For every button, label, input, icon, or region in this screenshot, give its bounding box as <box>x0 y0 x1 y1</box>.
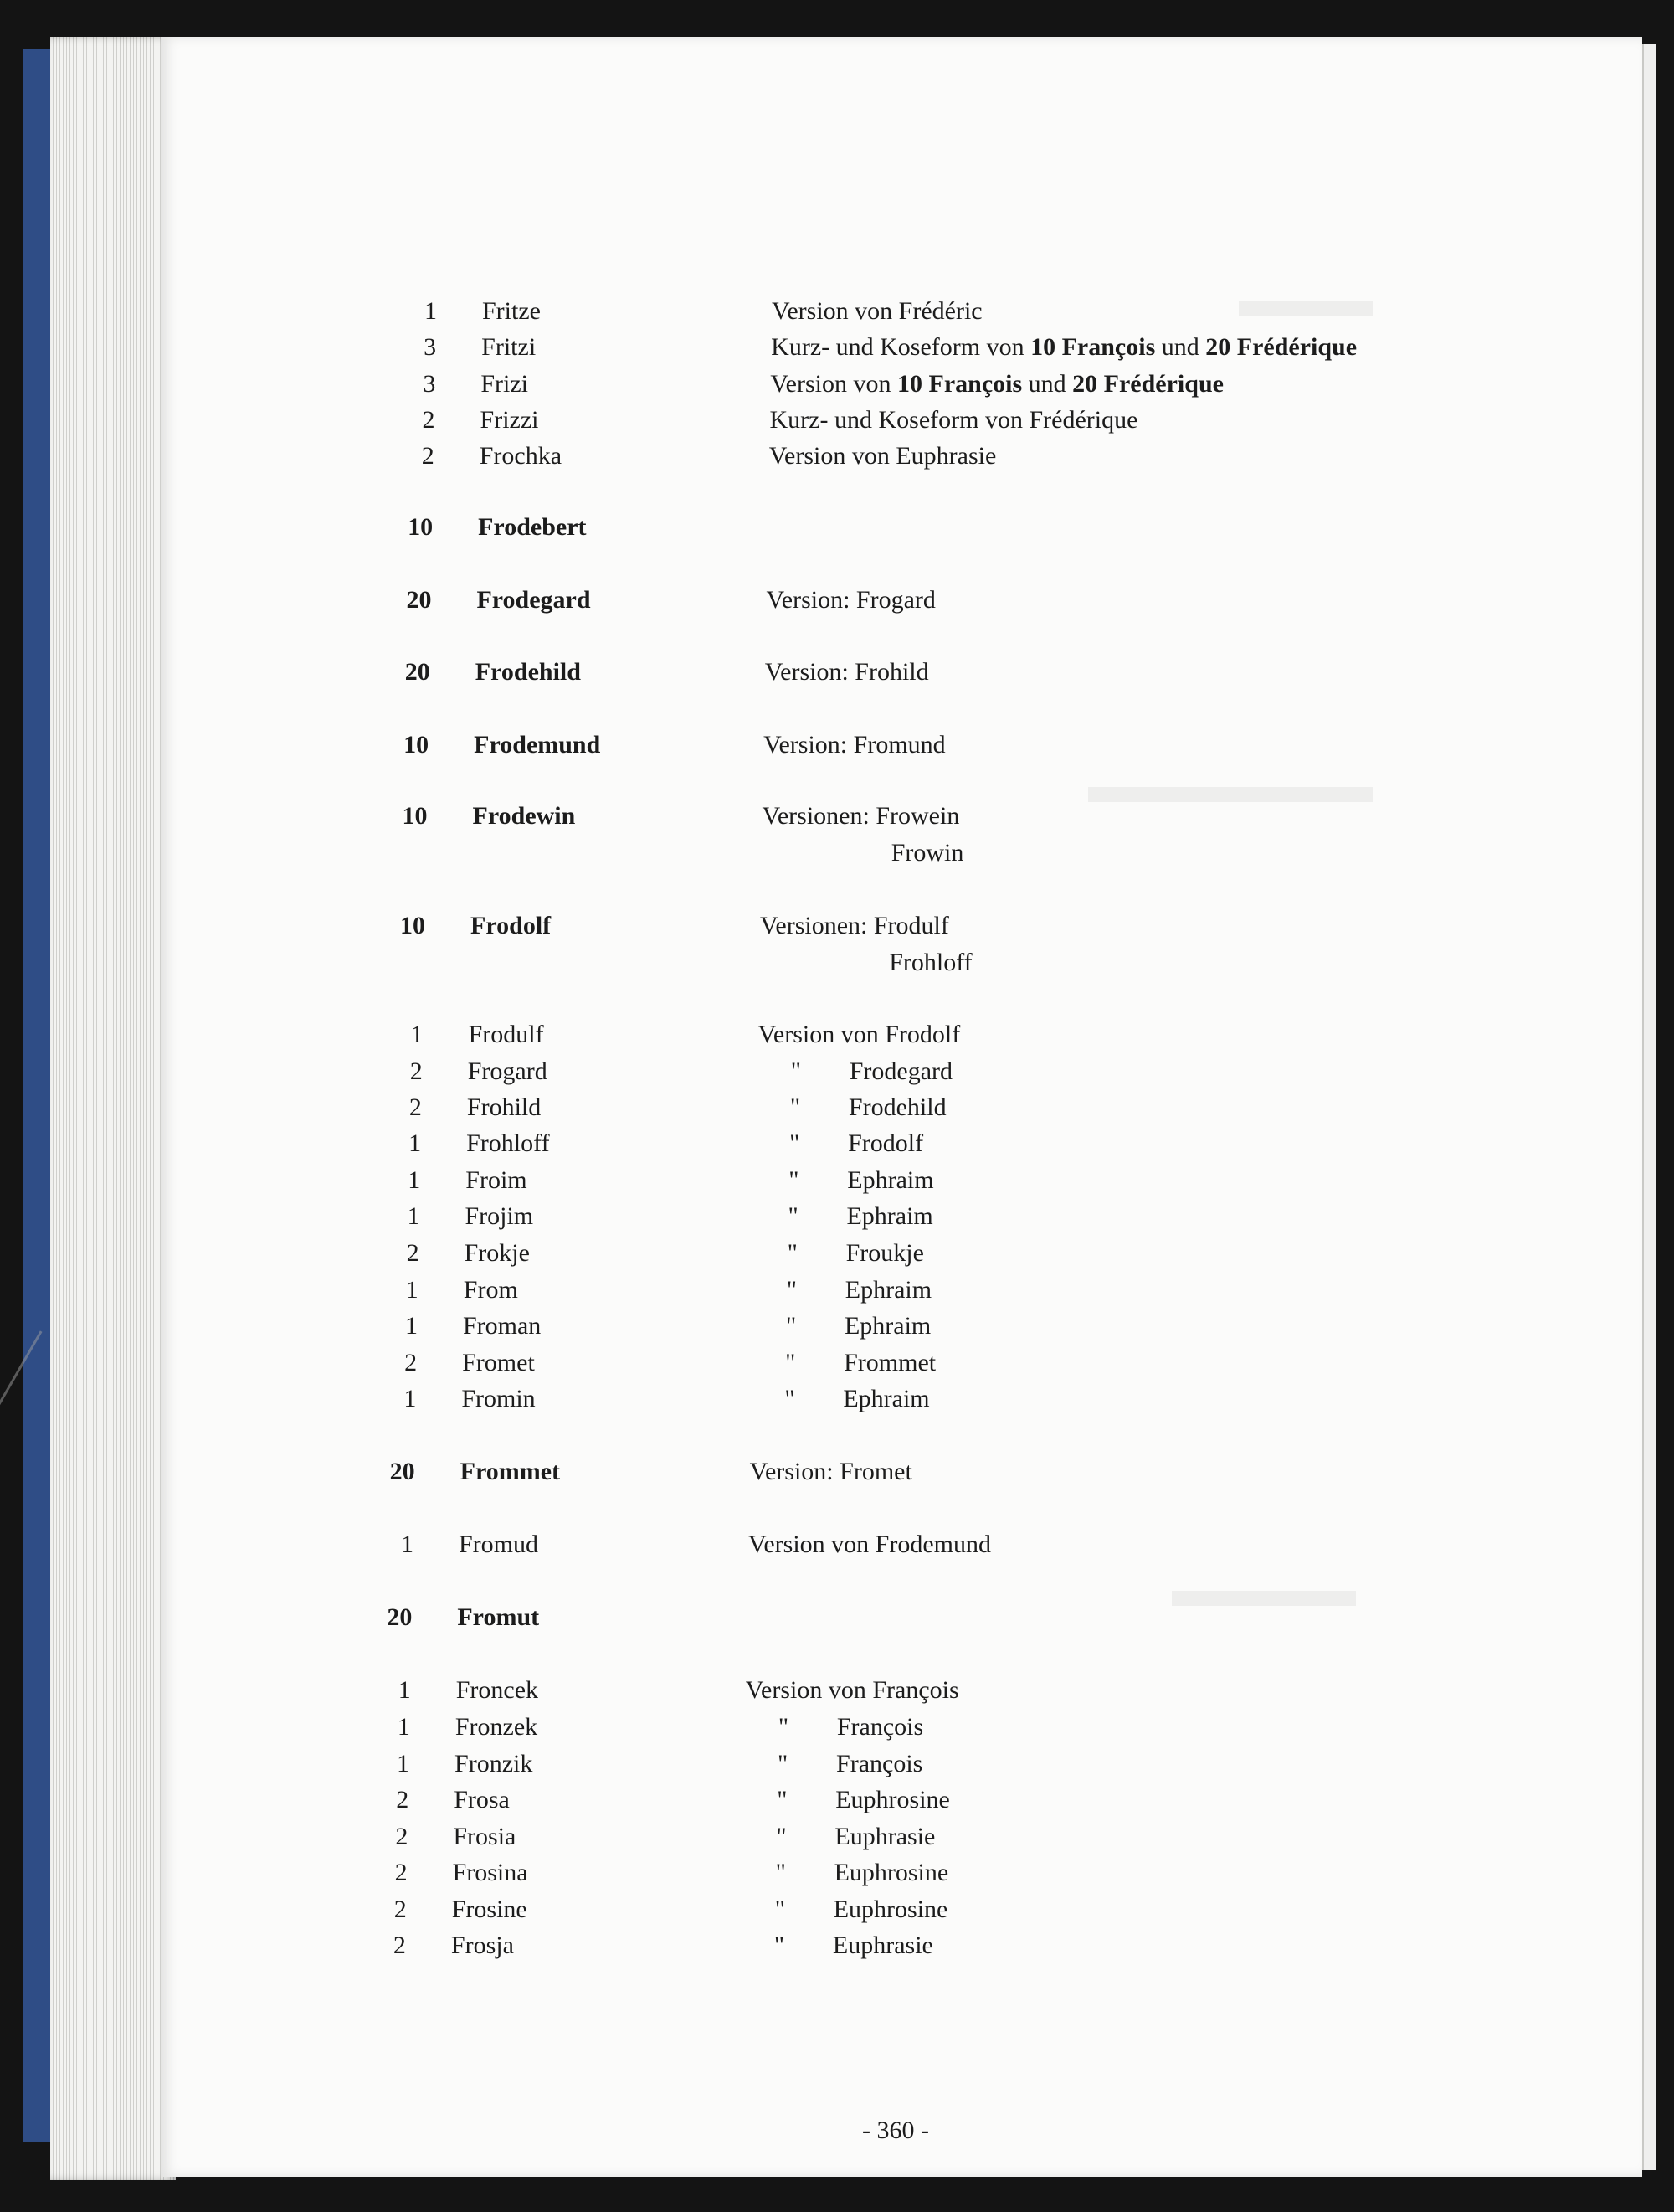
entry-description <box>753 1276 932 1304</box>
entry-number: 10 <box>403 731 429 759</box>
entry-number: 1 <box>408 1166 421 1194</box>
entry-row <box>0 1166 1590 1200</box>
entry-name: Frizi <box>480 370 529 398</box>
entry-description <box>746 1676 959 1705</box>
entry-name: Frokje <box>464 1239 530 1267</box>
entry-name: Fritze <box>482 297 541 325</box>
entry-name: Frosja <box>450 1932 514 1959</box>
entry-row <box>0 1312 1590 1345</box>
entry-description <box>770 406 1138 435</box>
entry-row <box>0 1021 1590 1054</box>
description-text: Version von Frodemund <box>748 1530 991 1558</box>
ditto-mark: " <box>777 1786 788 1813</box>
entry-name: Froim <box>465 1166 527 1194</box>
entry-number: 1 <box>403 1385 417 1412</box>
entry-row <box>0 658 1590 692</box>
entry-description <box>769 442 997 471</box>
description-text: Ephraim <box>847 1166 934 1194</box>
entry-description <box>742 1859 949 1887</box>
entry-name: Frosia <box>453 1823 516 1850</box>
entry-description <box>750 1458 912 1486</box>
entry-description <box>891 839 964 867</box>
entry-description <box>754 1239 924 1268</box>
entry-row <box>0 1093 1590 1127</box>
description-text: Euphrasie <box>832 1932 933 1959</box>
description-text: Version: Frohild <box>764 658 929 686</box>
entry-name: Frodulf <box>468 1021 544 1048</box>
entry-number: 20 <box>389 1458 415 1485</box>
ditto-mark: " <box>784 1385 795 1412</box>
ditto-mark: " <box>787 1239 798 1267</box>
description-text: Ephraim <box>845 1276 932 1304</box>
description-text: Version: Fromund <box>763 731 946 759</box>
entry-number: 2 <box>408 1093 422 1121</box>
entry-name: Froncek <box>455 1676 539 1704</box>
entry-row <box>0 1239 1590 1273</box>
entry-name: Frommet <box>460 1458 561 1485</box>
entry-number: 1 <box>408 1129 422 1157</box>
entry-number: 1 <box>404 1312 418 1340</box>
ditto-mark: " <box>786 1276 798 1304</box>
entry-row <box>0 1349 1590 1382</box>
ditto-mark: " <box>788 1202 798 1230</box>
description-text: Euphrosine <box>833 1896 948 1923</box>
entry-row <box>0 1896 1590 1929</box>
ditto-mark: " <box>789 1129 800 1157</box>
cross-reference: 10 François <box>1030 333 1156 361</box>
entry-row <box>0 442 1590 476</box>
description-text: Frodolf <box>848 1129 924 1157</box>
entry-name: Frosine <box>451 1896 527 1923</box>
entry-description <box>758 1021 961 1049</box>
entry-row <box>0 586 1590 620</box>
entry-name: Frodehild <box>475 658 581 686</box>
entry-description <box>763 731 946 759</box>
ditto-mark: " <box>778 1750 788 1777</box>
entry-row <box>0 1458 1590 1491</box>
entry-name: From <box>463 1276 518 1304</box>
entry-name: Frodegard <box>476 586 591 614</box>
entry-description <box>760 912 949 940</box>
entry-name: Frohloff <box>466 1129 550 1157</box>
entry-number: 10 <box>402 802 428 830</box>
entry-number: 1 <box>405 1276 418 1304</box>
entry-number: 1 <box>410 1021 424 1048</box>
entry-number: 1 <box>407 1202 420 1230</box>
description-text: Frodehild <box>848 1093 947 1121</box>
next-page-edge <box>1642 44 1656 2170</box>
description-text: Ephraim <box>844 1312 932 1340</box>
entry-description <box>752 1312 931 1340</box>
entry-number: 1 <box>424 297 437 325</box>
entry-name: Fritzi <box>481 333 537 361</box>
entry-description <box>742 1896 948 1924</box>
ditto-mark: " <box>773 1932 785 1959</box>
entry-description <box>772 297 983 326</box>
ditto-mark: " <box>789 1093 801 1121</box>
description-text: Version von Euphrasie <box>768 442 997 470</box>
entry-name: Fromut <box>457 1603 540 1631</box>
entry-name: Frohild <box>466 1093 542 1121</box>
entry-row <box>0 1385 1590 1418</box>
entry-row <box>0 370 1590 404</box>
description-text: Frommet <box>844 1349 937 1376</box>
description-text: Euphrosine <box>835 1786 950 1813</box>
description-text: Kurz- und Koseform von <box>771 333 1031 361</box>
description-text: und <box>1022 370 1073 398</box>
entry-number: 1 <box>397 1713 410 1741</box>
description-text: Versionen: Frodulf <box>760 912 949 939</box>
entry-description <box>756 1129 923 1158</box>
entry-name: Fromet <box>462 1349 535 1376</box>
cross-reference: 20 Frédérique <box>1072 370 1224 398</box>
entry-number: 10 <box>408 513 434 541</box>
description-text: Froukje <box>845 1239 924 1267</box>
description-text: Ephraim <box>843 1385 930 1412</box>
entry-number: 20 <box>404 658 430 686</box>
entry-description <box>765 658 929 687</box>
entry-number: 10 <box>400 912 426 939</box>
entry-description <box>889 949 972 977</box>
entry-name: Frogard <box>467 1057 547 1085</box>
description-text: Frodegard <box>849 1057 953 1085</box>
entry-row <box>0 1202 1590 1236</box>
description-text: Version: Frogard <box>766 586 936 614</box>
ditto-mark: " <box>785 1349 796 1376</box>
entry-name: Frodewin <box>472 802 576 830</box>
entry-description <box>754 1202 932 1231</box>
entry-name: Frodemund <box>474 731 601 759</box>
description-text: Versionen: Frowein <box>762 802 960 830</box>
entry-number: 2 <box>396 1786 409 1813</box>
entry-description <box>745 1713 923 1741</box>
description-text: Euphrosine <box>834 1859 949 1886</box>
entry-row <box>0 1676 1590 1710</box>
entry-row <box>0 1750 1590 1783</box>
entry-name: Fromin <box>461 1385 536 1412</box>
entry-number: 2 <box>395 1823 408 1850</box>
entry-number: 1 <box>397 1750 410 1777</box>
entry-name: Frizzi <box>480 406 539 434</box>
entry-row <box>0 802 1590 836</box>
entry-number: 1 <box>401 1530 413 1558</box>
ditto-mark: " <box>775 1859 786 1886</box>
entry-row <box>0 297 1590 331</box>
entry-name: Froman <box>462 1312 542 1340</box>
entry-number: 2 <box>394 1859 408 1886</box>
entry-row <box>0 513 1590 547</box>
entry-name: Frochka <box>479 442 562 470</box>
description-text: François <box>836 1713 924 1741</box>
cross-reference: 10 François <box>897 370 1023 398</box>
cross-reference: 20 Frédérique <box>1205 333 1358 361</box>
description-text: François <box>836 1750 923 1777</box>
description-text: und <box>1155 333 1206 361</box>
entry-row <box>0 1129 1590 1163</box>
entry-name: Fromud <box>459 1530 539 1558</box>
entry-number: 2 <box>393 1932 406 1959</box>
entry-description <box>757 1057 953 1086</box>
ditto-mark: " <box>774 1896 785 1923</box>
entry-name: Frodebert <box>478 513 587 541</box>
entry-number: 2 <box>421 442 434 470</box>
description-text: Version von Frédéric <box>772 297 983 325</box>
entry-description <box>743 1786 950 1814</box>
entry-description <box>744 1750 922 1778</box>
entry-row <box>0 839 1590 872</box>
description-text: Frohloff <box>889 949 973 976</box>
description-text: Version von François <box>745 1676 959 1704</box>
description-text: Kurz- und Koseform von Frédérique <box>769 406 1138 434</box>
entry-row <box>0 1859 1590 1892</box>
description-text: Frowin <box>891 839 964 867</box>
entry-description <box>752 1349 936 1377</box>
show-through-shape <box>1088 787 1373 802</box>
entry-description <box>763 802 960 831</box>
page-number: - 360 - <box>862 2117 929 2144</box>
ditto-mark: " <box>790 1057 801 1085</box>
description-text: Ephraim <box>846 1202 933 1230</box>
entry-row <box>0 1713 1590 1746</box>
entry-name: Frodolf <box>470 912 552 939</box>
entry-name: Frosa <box>454 1786 510 1813</box>
entry-row <box>0 1530 1590 1564</box>
entry-row <box>0 333 1590 367</box>
entry-description <box>748 1530 991 1559</box>
entry-number: 20 <box>387 1603 413 1631</box>
description-text: Euphrasie <box>834 1823 936 1850</box>
entry-name: Fronzek <box>454 1713 538 1741</box>
entry-number: 3 <box>423 370 436 398</box>
entry-row <box>0 1932 1590 1965</box>
entry-row <box>0 1603 1590 1637</box>
entry-row <box>0 1823 1590 1856</box>
entry-row <box>0 949 1590 982</box>
description-text: Version: Fromet <box>749 1458 912 1485</box>
entry-number: 2 <box>409 1057 423 1085</box>
entry-row <box>0 1276 1590 1309</box>
entry-description <box>771 333 1357 362</box>
entry-number: 20 <box>406 586 432 614</box>
ditto-mark: " <box>788 1166 799 1194</box>
entry-row <box>0 1786 1590 1819</box>
entry-description <box>766 586 935 615</box>
entry-number: 3 <box>424 333 437 361</box>
entry-description <box>741 1932 933 1960</box>
entry-row <box>0 1057 1590 1091</box>
entry-description <box>770 370 1224 399</box>
entry-number: 2 <box>393 1896 407 1923</box>
entry-row <box>0 912 1590 945</box>
entry-row <box>0 731 1590 764</box>
entry-name: Frosina <box>452 1859 528 1886</box>
entry-row <box>0 406 1590 440</box>
entry-name: Fronzik <box>454 1750 533 1777</box>
entry-number: 1 <box>398 1676 411 1704</box>
entry-name: Frojim <box>465 1202 534 1230</box>
ditto-mark: " <box>778 1713 789 1741</box>
description-text: Version von Frodolf <box>757 1021 961 1048</box>
entry-number: 2 <box>406 1239 419 1267</box>
entry-description <box>757 1093 947 1122</box>
entry-number: 2 <box>404 1349 418 1376</box>
entry-description <box>751 1385 929 1413</box>
ditto-mark: " <box>776 1823 787 1850</box>
entry-description <box>755 1166 933 1195</box>
ditto-mark: " <box>785 1312 797 1340</box>
description-text: Version von <box>770 370 897 398</box>
entry-description <box>742 1823 935 1851</box>
entry-number: 2 <box>422 406 435 434</box>
